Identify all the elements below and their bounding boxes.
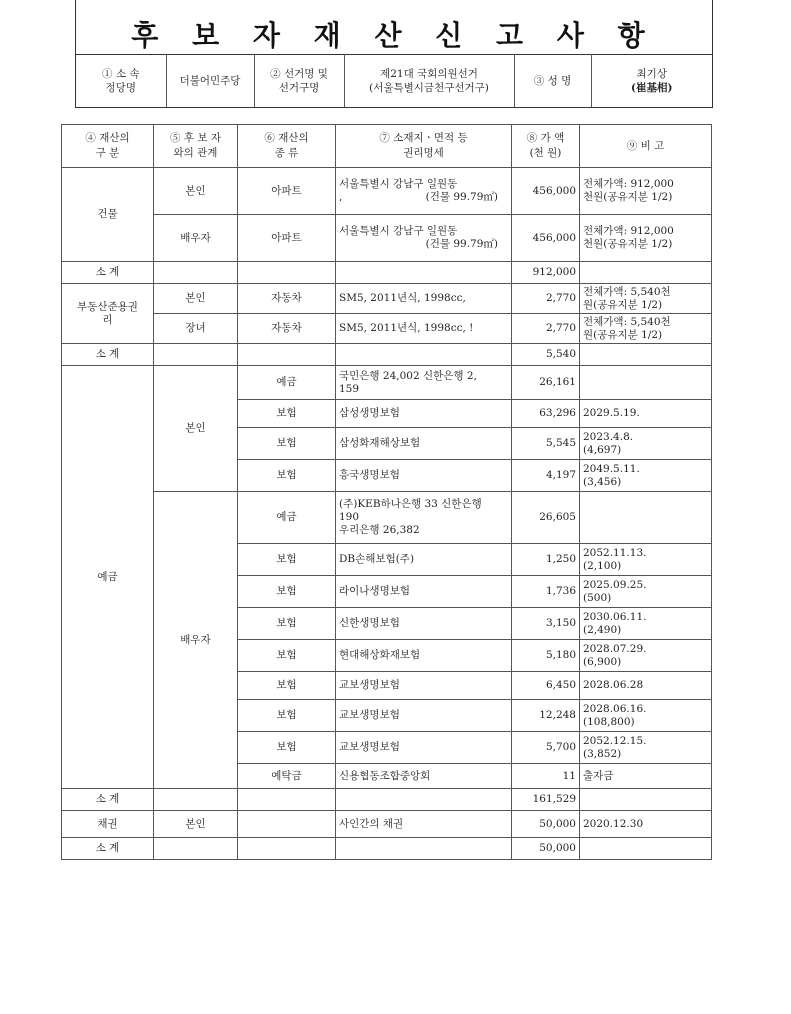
- header-row: [62, 125, 712, 168]
- subtotal-amount: 912,000: [512, 262, 580, 284]
- kind-cell: 보험: [238, 700, 336, 732]
- kind-cell: 자동차: [238, 314, 336, 344]
- table-row: [62, 284, 712, 314]
- kind-cell: 아파트: [238, 215, 336, 262]
- report-header: [75, 0, 713, 108]
- kind-cell: 보험: [238, 400, 336, 428]
- relation-cell: 배우자: [154, 215, 238, 262]
- note-cell: 2049.5.11. (3,456): [580, 460, 712, 492]
- header-kind: ⑥ 재산의 종 류: [238, 125, 336, 168]
- candidate-info-table: [76, 54, 712, 107]
- party-value: 더불어민주당: [166, 55, 254, 108]
- amount-cell: 2,770: [512, 284, 580, 314]
- subtotal-amount: 5,540: [512, 344, 580, 366]
- table-row: [62, 492, 712, 544]
- amount-cell: 3,150: [512, 608, 580, 640]
- detail-cell: (주)KEB하나은행 33 신한은행 190 우리은행 26,382: [336, 492, 512, 544]
- note-cell: 전체가액: 5,540천 원(공유지분 1/2): [580, 284, 712, 314]
- kind-cell: 보험: [238, 640, 336, 672]
- amount-cell: 5,180: [512, 640, 580, 672]
- kind-cell: 예탁금: [238, 764, 336, 789]
- table-row: [62, 314, 712, 344]
- kind-cell: 보험: [238, 732, 336, 764]
- detail-cell: 서울특별시 강남구 일원동 , (건물 99.79㎡): [336, 168, 512, 215]
- kind-cell: 예금: [238, 492, 336, 544]
- amount-cell: 1,736: [512, 576, 580, 608]
- table-row: [62, 811, 712, 838]
- kind-cell: 아파트: [238, 168, 336, 215]
- note-cell: [580, 366, 712, 400]
- note-cell: 2028.06.28: [580, 672, 712, 700]
- subtotal-row: [62, 789, 712, 811]
- amount-cell: 63,296: [512, 400, 580, 428]
- category-cell: 건물: [62, 168, 154, 262]
- amount-cell: 26,605: [512, 492, 580, 544]
- party-label: ① 소 속 정당명: [76, 55, 166, 108]
- table-row: [62, 215, 712, 262]
- relation-cell: 본인: [154, 366, 238, 492]
- category-cell: 부동산준용권 리: [62, 284, 154, 344]
- subtotal-amount: 161,529: [512, 789, 580, 811]
- amount-cell: 11: [512, 764, 580, 789]
- amount-cell: 50,000: [512, 811, 580, 838]
- detail-cell: 삼성생명보험: [336, 400, 512, 428]
- detail-cell: DB손해보험(주): [336, 544, 512, 576]
- name-value: 최기상 (崔基相): [591, 55, 712, 108]
- detail-cell: 라이나생명보험: [336, 576, 512, 608]
- kind-cell: 보험: [238, 672, 336, 700]
- amount-cell: 456,000: [512, 168, 580, 215]
- note-cell: 2052.12.15. (3,852): [580, 732, 712, 764]
- note-cell: 전체가액: 912,000 천원(공유지분 1/2): [580, 168, 712, 215]
- asset-table: [61, 124, 712, 860]
- kind-cell: 자동차: [238, 284, 336, 314]
- note-cell: 2020.12.30: [580, 811, 712, 838]
- detail-cell: 흥국생명보험: [336, 460, 512, 492]
- detail-cell: 국민은행 24,002 신한은행 2, 159: [336, 366, 512, 400]
- table-row: [62, 366, 712, 400]
- kind-cell: 보험: [238, 428, 336, 460]
- amount-cell: 456,000: [512, 215, 580, 262]
- subtotal-label: 소 계: [62, 838, 154, 860]
- detail-cell: 신용협동조합중앙회: [336, 764, 512, 789]
- amount-cell: 5,700: [512, 732, 580, 764]
- subtotal-amount: 50,000: [512, 838, 580, 860]
- subtotal-label: 소 계: [62, 344, 154, 366]
- kind-cell: 보험: [238, 544, 336, 576]
- note-cell: 2025.09.25. (500): [580, 576, 712, 608]
- detail-cell: 현대해상화재보험: [336, 640, 512, 672]
- amount-cell: 2,770: [512, 314, 580, 344]
- name-label: ③ 성 명: [514, 55, 591, 108]
- detail-cell: 서울특별시 강남구 일원동 (건물 99.79㎡): [336, 215, 512, 262]
- detail-cell: SM5, 2011년식, 1998cc, !: [336, 314, 512, 344]
- subtotal-row: [62, 344, 712, 366]
- election-value: 제21대 국회의원선거 (서울특별시금천구선거구): [344, 55, 514, 108]
- subtotal-label: 소 계: [62, 789, 154, 811]
- note-cell: 출자금: [580, 764, 712, 789]
- kind-cell: 보험: [238, 576, 336, 608]
- detail-cell: SM5, 2011년식, 1998cc,: [336, 284, 512, 314]
- kind-cell: 보험: [238, 460, 336, 492]
- relation-cell: 배우자: [154, 492, 238, 789]
- category-cell: 채권: [62, 811, 154, 838]
- subtotal-row: [62, 262, 712, 284]
- detail-cell: 교보생명보험: [336, 732, 512, 764]
- table-row: [62, 168, 712, 215]
- header-detail: ⑦ 소재지ㆍ면적 등 권리명세: [336, 125, 512, 168]
- note-cell: 2029.5.19.: [580, 400, 712, 428]
- amount-cell: 1,250: [512, 544, 580, 576]
- note-cell: 전체가액: 5,540천 원(공유지분 1/2): [580, 314, 712, 344]
- amount-cell: 4,197: [512, 460, 580, 492]
- election-label: ② 선거명 및 선거구명: [254, 55, 344, 108]
- page-title: 후 보 자 재 산 신 고 사 항: [131, 19, 657, 52]
- header-category: ④ 재산의 구 분: [62, 125, 154, 168]
- detail-cell: 교보생명보험: [336, 672, 512, 700]
- kind-cell: 예금: [238, 366, 336, 400]
- detail-cell: 사인간의 채권: [336, 811, 512, 838]
- amount-cell: 12,248: [512, 700, 580, 732]
- category-cell: 예금: [62, 366, 154, 789]
- note-cell: [580, 492, 712, 544]
- relation-cell: 본인: [154, 284, 238, 314]
- note-cell: 전체가액: 912,000 천원(공유지분 1/2): [580, 215, 712, 262]
- detail-cell: 삼성화재해상보험: [336, 428, 512, 460]
- subtotal-label: 소 계: [62, 262, 154, 284]
- header-relation: ⑤ 후 보 자 와의 관계: [154, 125, 238, 168]
- relation-cell: 본인: [154, 811, 238, 838]
- relation-cell: 장녀: [154, 314, 238, 344]
- note-cell: 2030.06.11. (2,490): [580, 608, 712, 640]
- subtotal-row: [62, 838, 712, 860]
- relation-cell: 본인: [154, 168, 238, 215]
- kind-cell: 보험: [238, 608, 336, 640]
- note-cell: 2023.4.8. (4,697): [580, 428, 712, 460]
- note-cell: 2028.07.29. (6,900): [580, 640, 712, 672]
- note-cell: 2052.11.13. (2,100): [580, 544, 712, 576]
- header-amount: ⑧ 가 액 (천 원): [512, 125, 580, 168]
- amount-cell: 6,450: [512, 672, 580, 700]
- detail-cell: 신한생명보험: [336, 608, 512, 640]
- note-cell: 2028.06.16. (108,800): [580, 700, 712, 732]
- detail-cell: 교보생명보험: [336, 700, 512, 732]
- amount-cell: 5,545: [512, 428, 580, 460]
- header-note: ⑨ 비 고: [580, 125, 712, 168]
- amount-cell: 26,161: [512, 366, 580, 400]
